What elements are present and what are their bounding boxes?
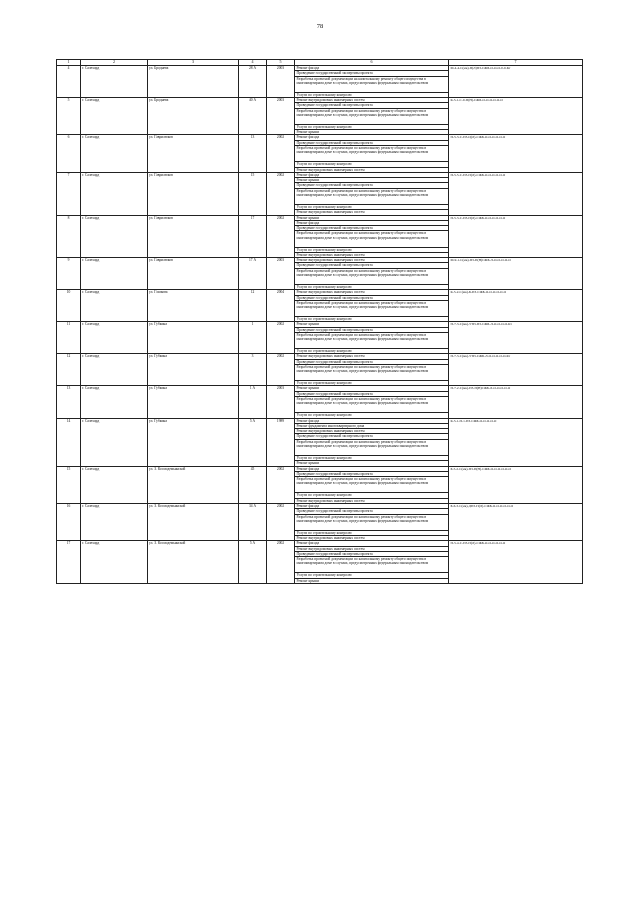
building-code: К-5-2-С(мк)-Б-П3-СЖБ-О-О-О-О-О-О [449,290,583,322]
entry-house-number: 5 А [239,418,267,466]
building-code: П-5-5-С-П3-П(Л)-СЖБ-О-О-О-О-О-О [449,172,583,215]
entry-city: г. Салехард [81,66,148,98]
entry-number: 16 [57,503,81,540]
entry-year: 2002 [267,172,295,215]
entry-year: 2003 [267,98,295,135]
entry-year: 2002 [267,354,295,386]
entry-city: г. Салехард [81,290,148,322]
entry-city: г. Салехард [81,135,148,172]
repair-work-type: Проведение государственной экспертизы проекта [295,71,449,76]
entry-street: ул. З. Космодемьянской [148,541,239,584]
repair-work-type: Услуги по строительному контролю [295,247,449,252]
entry-year: 2003 [267,66,295,98]
repair-work-type: Услуги по строительному контролю [295,381,449,386]
repair-work-type: Услуги по строительному контролю [295,124,449,129]
entry-city: г. Салехард [81,322,148,354]
building-code: М-4-4-С(мк)-П(Л)П3-СЖБ-О-О-О-0-0-Кт [449,66,583,98]
repair-work-type: Проведение государственной экспертизы проекта [295,103,449,108]
repair-work-type: Проведение государственной экспертизы проекта [295,327,449,332]
repair-work-type: Ремонт внутридомовых инженерных систем [295,498,449,503]
repair-work-type: Проведение государственной экспертизы проекта [295,226,449,231]
repair-work-type: Услуги по строительному контролю [295,493,449,498]
entry-year: 2004 [267,290,295,322]
entry-house-number: 13 [239,135,267,172]
entry-city: г. Салехард [81,98,148,135]
column-header: 2 [81,60,148,66]
entry-number: 8 [57,215,81,258]
repair-work-type: Проведение государственной экспертизы проекта [295,263,449,268]
entry-number: 11 [57,322,81,354]
entry-year: 1989 [267,418,295,466]
repair-work-type: Проведение государственной экспертизы проекта [295,295,449,300]
entry-city: г. Салехард [81,503,148,540]
entry-number: 5 [57,98,81,135]
repair-work-type: Услуги по строительному контролю [295,413,449,418]
entry-year: 2003 [267,386,295,418]
entry-house-number: 17 А [239,258,267,290]
entry-city: г. Салехард [81,354,148,386]
repair-work-type: Ремонт фасада [295,220,449,225]
repair-work-type: Разработка проектной документации по капитальному ремонту общего имущества в многоквартирном доме в случаях, предусмотренных федеральным законодательством [295,188,449,204]
entry-street: ул. З. Космодемьянской [148,503,239,540]
entry-house-number: 45 [239,466,267,503]
entry-street: ул. Губкина [148,322,239,354]
repair-work-type: Проведение государственной экспертизы проекта [295,551,449,556]
repair-work-type: Ремонт внутридомовых инженерных систем [295,429,449,434]
entry-house-number: 40 А [239,98,267,135]
entry-street: ул. Броднева [148,66,239,98]
entry-first-row [57,290,583,295]
repair-work-type: Ремонт внутридомовых инженерных систем [295,258,449,263]
repair-work-type: Разработка проектной документации по капитальному ремонту общего имущества в многоквартирном доме в случаях, предусмотренных федеральным законодательством [295,557,449,573]
repair-work-type: Ремонт внутридомовых инженерных систем [295,535,449,540]
entry-city: г. Салехард [81,172,148,215]
repair-work-type: Ремонт внутридомовых инженерных систем [295,167,449,172]
entry-street: ул. З. Космодемьянской [148,466,239,503]
entry-street: ул. Глазкова [148,290,239,322]
repair-work-type: Ремонт крыши [295,461,449,466]
entry-year: 2003 [267,258,295,290]
entry-number: 6 [57,135,81,172]
repair-work-type: Ремонт фасада [295,418,449,423]
repair-work-type: Услуги по строительному контролю [295,317,449,322]
entry-first-row [57,354,583,359]
entry-number: 4 [57,66,81,98]
building-code: К-5-1-С-0-П(Н)-СЖБ-О-О-О-О-О-О [449,98,583,135]
entry-city: г. Салехард [81,541,148,584]
repair-work-type: Услуги по строительному контролю [295,573,449,578]
repair-work-type: Ремонт фасада [295,466,449,471]
entry-street: ул. Губкина [148,418,239,466]
repair-work-type: Разработка проектной документации по капитальному ремонту общего имущества в многоквартирном доме в случаях, предусмотренных федеральным законодательством [295,332,449,348]
repair-work-type: Услуги по строительному контролю [295,455,449,460]
column-header: 4 [239,60,267,66]
column-header: 1 [57,60,81,66]
repair-work-type: Проведение государственной экспертизы проекта [295,471,449,476]
repair-work-type: Ремонт внутридомовых инженерных систем [295,98,449,103]
building-code: П-5-3-С-П3-Ц(Л)-СЖБ-О-О-О-О-О-О [449,135,583,172]
column-header: 5 [267,60,295,66]
entry-house-number: 12 [239,290,267,322]
repair-work-type: Услуги по строительному контролю [295,92,449,97]
repair-work-type: Услуги по строительному контролю [295,284,449,289]
entry-street: ул. Губкина [148,386,239,418]
repair-work-type: Разработка проектной документации по капитальному ремонту общего имущества в многоквартирном доме в случаях, предусмотренных федеральным законодательством [295,439,449,455]
building-code: П-7-3-С(мк)-УП3-П3-СЖБ-Л-О-О-О-О-Кт [449,322,583,354]
repair-work-type: Ремонт крыши [295,322,449,327]
entry-house-number: 1 [239,322,267,354]
repair-work-type: Ремонт внутридомовых инженерных систем [295,546,449,551]
repair-work-type: Проведение государственной экспертизы проекта [295,434,449,439]
repair-work-type: Услуги по строительному контролю [295,349,449,354]
repair-work-type: Ремонт фундамента многоквартирного дома [295,423,449,428]
column-header: 3 [148,60,239,66]
entry-street: ул. Гаврилюков [148,135,239,172]
repair-work-type: Разработка проектной документации по капитальному ремонту общего имущества в многоквартирном доме в случаях, предусмотренных федеральным законодательством [295,268,449,284]
entry-year: 2002 [267,135,295,172]
entry-number: 10 [57,290,81,322]
repair-work-type: Ремонт фасада [295,172,449,177]
repair-work-type: Ремонт крыши [295,386,449,391]
building-code: К-5-1-П-1-ПЗ-СЖБ-О-О-О-О-О [449,418,583,466]
repair-work-type: Услуги по строительному контролю [295,204,449,209]
entry-street: ул. Губкина [148,354,239,386]
repair-work-type: Разработка проектной документации по капитальному ремонту общего имущества в многоквартирном доме в случаях, предусмотренных федеральным законодательством [295,397,449,413]
building-code: М-9-1-С(мк)-П3-П(Н)СЖБ-Л-О-О-О-О-О [449,258,583,290]
repair-work-type: Проведение государственной экспертизы проекта [295,391,449,396]
repair-work-type: Разработка проектной документации по капитальному ремонту общего имущества в многоквартирном доме в случаях, предусмотренных федеральным законодательством [295,231,449,247]
repair-work-type: Проведение государственной экспертизы проекта [295,183,449,188]
entry-number: 12 [57,354,81,386]
repair-work-type: Ремонт внутридомовых инженерных систем [295,210,449,215]
repair-work-type: Ремонт фасада [295,541,449,546]
entry-year: 2002 [267,322,295,354]
repair-work-type: Разработка проектной документации по капитальному ремонту общего имущества в многоквартирном доме в случаях, предусмотренных федеральным законодательством [295,300,449,316]
building-code: П-7-2-С(мк)-П3-П(Н)СЖБ-Л-О-О-О-О-О [449,386,583,418]
building-code: П-5-3-С-П3-П(Л)-СЖБ-О-О-О-О-О-О [449,215,583,258]
entry-year: 2002 [267,215,295,258]
repair-work-type: Ремонт фасада [295,66,449,71]
entry-number: 17 [57,541,81,584]
entry-street: ул. Броднева [148,98,239,135]
entry-city: г. Салехард [81,418,148,466]
entry-house-number: 3 [239,354,267,386]
building-code: Б-5-2-С(мк)-П3-П(Н)-СЖБ-О-О-О-О-О-О [449,466,583,503]
repair-work-type: Ремонт внутридомовых инженерных систем [295,290,449,295]
building-code: Б-6-3-С(мк)-ДП3-П(Л)-СЖБ-О-О-О-О-О-О [449,503,583,540]
repair-work-type: Разработка проектной документации по капитальному ремонту общего имущества в многоквартирном доме в случаях, предусмотренных федеральным законодательством [295,477,449,493]
entry-city: г. Салехард [81,466,148,503]
entry-number: 15 [57,466,81,503]
repair-work-type: Разработка проектной документации по капитальному ремонту общего имущества в многоквартирном доме в случаях, предусмотренных федеральным законодательством [295,514,449,530]
repair-work-type: Ремонт внутридомовых инженерных систем [295,354,449,359]
page-number: 78 [316,23,324,30]
entry-first-row [57,98,583,103]
entry-street: ул. Гаврилюков [148,172,239,215]
repair-work-type: Ремонт крыши [295,178,449,183]
entry-street: ул. Гаврилюков [148,258,239,290]
column-header: 6 [295,60,449,66]
column-header: 7 [449,60,583,66]
repair-work-type: Разработка проектной документации по капитальному ремонту общего имущества в многоквартирном доме в случаях, предусмотренных федеральным законодательством [295,146,449,162]
entry-street: ул. Гаврилюков [148,215,239,258]
entry-house-number: 34 А [239,503,267,540]
entry-year: 2002 [267,466,295,503]
repair-work-type: Услуги по строительному контролю [295,162,449,167]
repair-work-type: Ремонт крыши [295,215,449,220]
entry-number: 13 [57,386,81,418]
repair-work-type: Разработка проектной документации по капитальному ремонту общего имущества в многоквартирном доме в случаях, предусмотренных федеральным законодательством [295,108,449,124]
entry-number: 7 [57,172,81,215]
entry-city: г. Салехард [81,258,148,290]
repair-work-type: Проведение государственной экспертизы проекта [295,359,449,364]
entry-house-number: 5 А [239,541,267,584]
capital-repair-register-table [56,59,583,584]
entry-house-number: 28 А [239,66,267,98]
building-code: П-5-4-С-П3-П(Л)-СЖБ-О-О-О-О-О-О [449,541,583,584]
repair-work-type: Услуги по строительному контролю [295,530,449,535]
entry-house-number: 17 [239,215,267,258]
entry-city: г. Салехард [81,386,148,418]
repair-work-type: Разработка проектной документации по капитальному ремонту общего имущества в многоквартирном доме в случаях, предусмотренных федеральным законодательством [295,365,449,381]
repair-work-type: Ремонт внутридомовых инженерных систем [295,252,449,257]
repair-work-type: Проведение государственной экспертизы проекта [295,140,449,145]
repair-work-type: Ремонт фасада [295,135,449,140]
entry-year: 2002 [267,503,295,540]
entry-city: г. Салехард [81,215,148,258]
repair-work-type: Проведение государственной экспертизы проекта [295,509,449,514]
entry-first-row [57,258,583,263]
repair-work-type: Ремонт крыши [295,578,449,583]
entry-house-number: 1 А [239,386,267,418]
repair-work-type: Разработка проектной документации на капитальному ремонту общего имущества в многоквартирном доме в случаях, предусмотренных федеральным законодательством [295,76,449,92]
entry-year: 2002 [267,541,295,584]
entry-number: 9 [57,258,81,290]
entry-house-number: 15 [239,172,267,215]
building-code: П-7-3-С(мк)-УП3-СЖБ-Л-О-О-О-О-О-Кт [449,354,583,386]
repair-work-type: Ремонт крыши [295,130,449,135]
entry-number: 14 [57,418,81,466]
repair-work-type: Ремонт фасада [295,503,449,508]
